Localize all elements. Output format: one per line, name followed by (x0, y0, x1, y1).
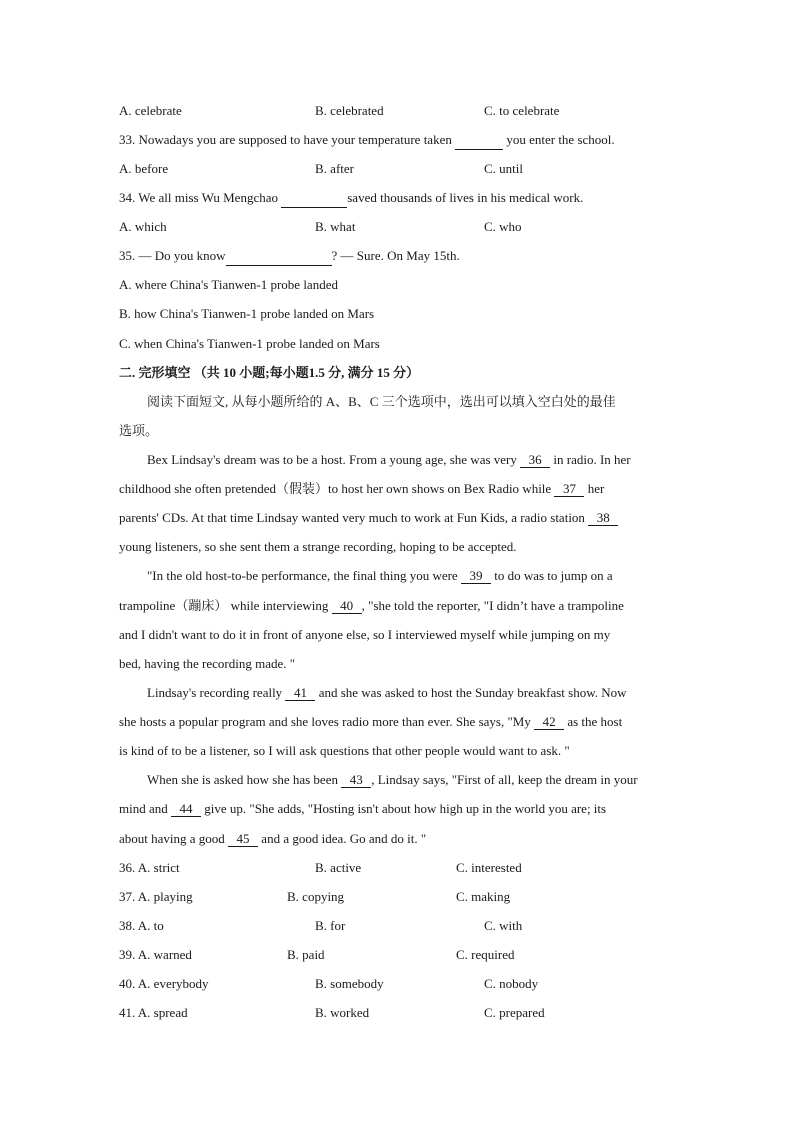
passage-text: give up. "She adds, "Hosting isn't about how high up in the world you are; its (204, 801, 607, 816)
q39-option-a: 39. A. warned (119, 947, 192, 962)
q41-option-b: B. worked (315, 1005, 370, 1020)
blank-41: 41 (285, 686, 315, 701)
blank-44: 44 (171, 802, 201, 817)
passage-text: Lindsay's recording really (147, 685, 283, 700)
passage-text: Bex Lindsay's dream was to be a host. From a young age, she was very (147, 452, 517, 467)
passage-text: "In the old host-to-be performance, the final thing you were (147, 568, 458, 583)
passage-p4-line2 (119, 800, 606, 818)
q35-stem-before: 35. — Do you know (119, 248, 226, 263)
passage-p2-line2 (119, 597, 624, 615)
q33-blank (455, 131, 503, 150)
passage-text: she hosts a popular program and she loves radio more than ever. She says, "My (119, 714, 531, 729)
q34-blank (281, 189, 347, 208)
blank-39: 39 (461, 569, 491, 584)
q35-stem-after: ? — Sure. On May 15th. (331, 248, 460, 263)
section-instruction-line1: 阅读下面短文, 从每小题所给的 A、B、C 三个选项中，选出可以填入空白处的最佳 (147, 394, 616, 409)
passage-text: mind and (119, 801, 168, 816)
q36-option-a: 36. A. strict (119, 860, 180, 875)
passage-text: , "she told the reporter, "I didn’t have a trampoline (361, 598, 624, 613)
q40-option-b: B. somebody (315, 976, 384, 991)
q35-blank (226, 247, 332, 266)
q32-option-a: A. celebrate (119, 103, 182, 118)
passage-p2-line4: bed, having the recording made. " (119, 656, 296, 671)
q41-option-c: C. prepared (484, 1005, 545, 1020)
passage-p1-line2 (119, 480, 604, 498)
passage-p2-line1 (147, 567, 613, 585)
q35-option-c: C. when China's Tianwen-1 probe landed on Mars (119, 336, 380, 351)
q38-option-a: 38. A. to (119, 918, 164, 933)
q36-option-b: B. active (315, 860, 362, 875)
passage-text: and a good idea. Go and do it. " (261, 831, 427, 846)
q38-option-b: B. for (315, 918, 346, 933)
passage-text: When she is asked how she has been (147, 772, 338, 787)
passage-p1-line4: young listeners, so she sent them a strange recording, hoping to be accepted. (119, 539, 517, 554)
q33-option-b: B. after (315, 161, 354, 176)
passage-text: in radio. In her (553, 452, 631, 467)
q38-option-c: C. with (484, 918, 523, 933)
q35-stem (119, 247, 460, 266)
q34-option-a: A. which (119, 219, 167, 234)
blank-45: 45 (228, 832, 258, 847)
passage-p4-line1 (147, 771, 638, 789)
q34-stem-before: 34. We all miss Wu Mengchao (119, 190, 278, 205)
q33-stem-before: 33. Nowadays you are supposed to have your temperature taken (119, 132, 452, 147)
q36-option-c: C. interested (456, 860, 522, 875)
section-heading: 二. 完形填空 （共 10 小题;每小题1.5 分, 满分 15 分） (119, 365, 420, 380)
q37-option-c: C. making (456, 889, 511, 904)
q34-stem (119, 189, 583, 208)
q34-option-b: B. what (315, 219, 356, 234)
passage-p1-line1 (147, 451, 631, 469)
q33-stem-after: you enter the school. (506, 132, 615, 147)
q37-option-a: 37. A. playing (119, 889, 193, 904)
passage-p3-line3: is kind of to be a listener, so I will ask questions that other people would want to ask. " (119, 743, 570, 758)
passage-text: childhood she often pretended（假装）to host her own shows on Bex Radio while (119, 481, 552, 496)
passage-text: and she was asked to host the Sunday breakfast show. Now (318, 685, 627, 700)
q40-option-a: 40. A. everybody (119, 976, 209, 991)
passage-text: , Lindsay says, "First of all, keep the dream in your (371, 772, 638, 787)
q32-option-c: C. to celebrate (484, 103, 560, 118)
blank-42: 42 (534, 715, 564, 730)
blank-40: 40 (332, 599, 362, 614)
passage-text: about having a good (119, 831, 225, 846)
q34-option-c: C. who (484, 219, 522, 234)
passage-text: trampoline（蹦床） while interviewing (119, 598, 329, 613)
passage-p3-line1 (147, 684, 627, 702)
q33-option-c: C. until (484, 161, 524, 176)
blank-36: 36 (520, 453, 550, 468)
passage-p1-line3 (119, 509, 618, 527)
section-instruction-line2: 选项。 (119, 423, 159, 438)
q39-option-b: B. paid (287, 947, 325, 962)
passage-text: to do was to jump on a (494, 568, 613, 583)
q35-option-a: A. where China's Tianwen-1 probe landed (119, 277, 338, 292)
passage-p4-line3 (119, 830, 426, 848)
passage-text: as the host (567, 714, 623, 729)
q40-option-c: C. nobody (484, 976, 539, 991)
q33-option-a: A. before (119, 161, 169, 176)
q37-option-b: B. copying (287, 889, 345, 904)
passage-p2-line3: and I didn't want to do it in front of anyone else, so I interviewed myself while jumping on my (119, 627, 611, 642)
q39-option-c: C. required (456, 947, 515, 962)
q35-option-b: B. how China's Tianwen-1 probe landed on Mars (119, 306, 375, 321)
passage-text: parents' CDs. At that time Lindsay wanted very much to work at Fun Kids, a radio station (119, 510, 585, 525)
q32-option-b: B. celebrated (315, 103, 384, 118)
q34-stem-after: saved thousands of lives in his medical work. (347, 190, 584, 205)
blank-37: 37 (554, 482, 584, 497)
blank-38: 38 (588, 511, 618, 526)
q41-option-a: 41. A. spread (119, 1005, 188, 1020)
passage-text: her (587, 481, 605, 496)
blank-43: 43 (341, 773, 371, 788)
passage-p3-line2 (119, 713, 622, 731)
q33-stem (119, 131, 615, 150)
